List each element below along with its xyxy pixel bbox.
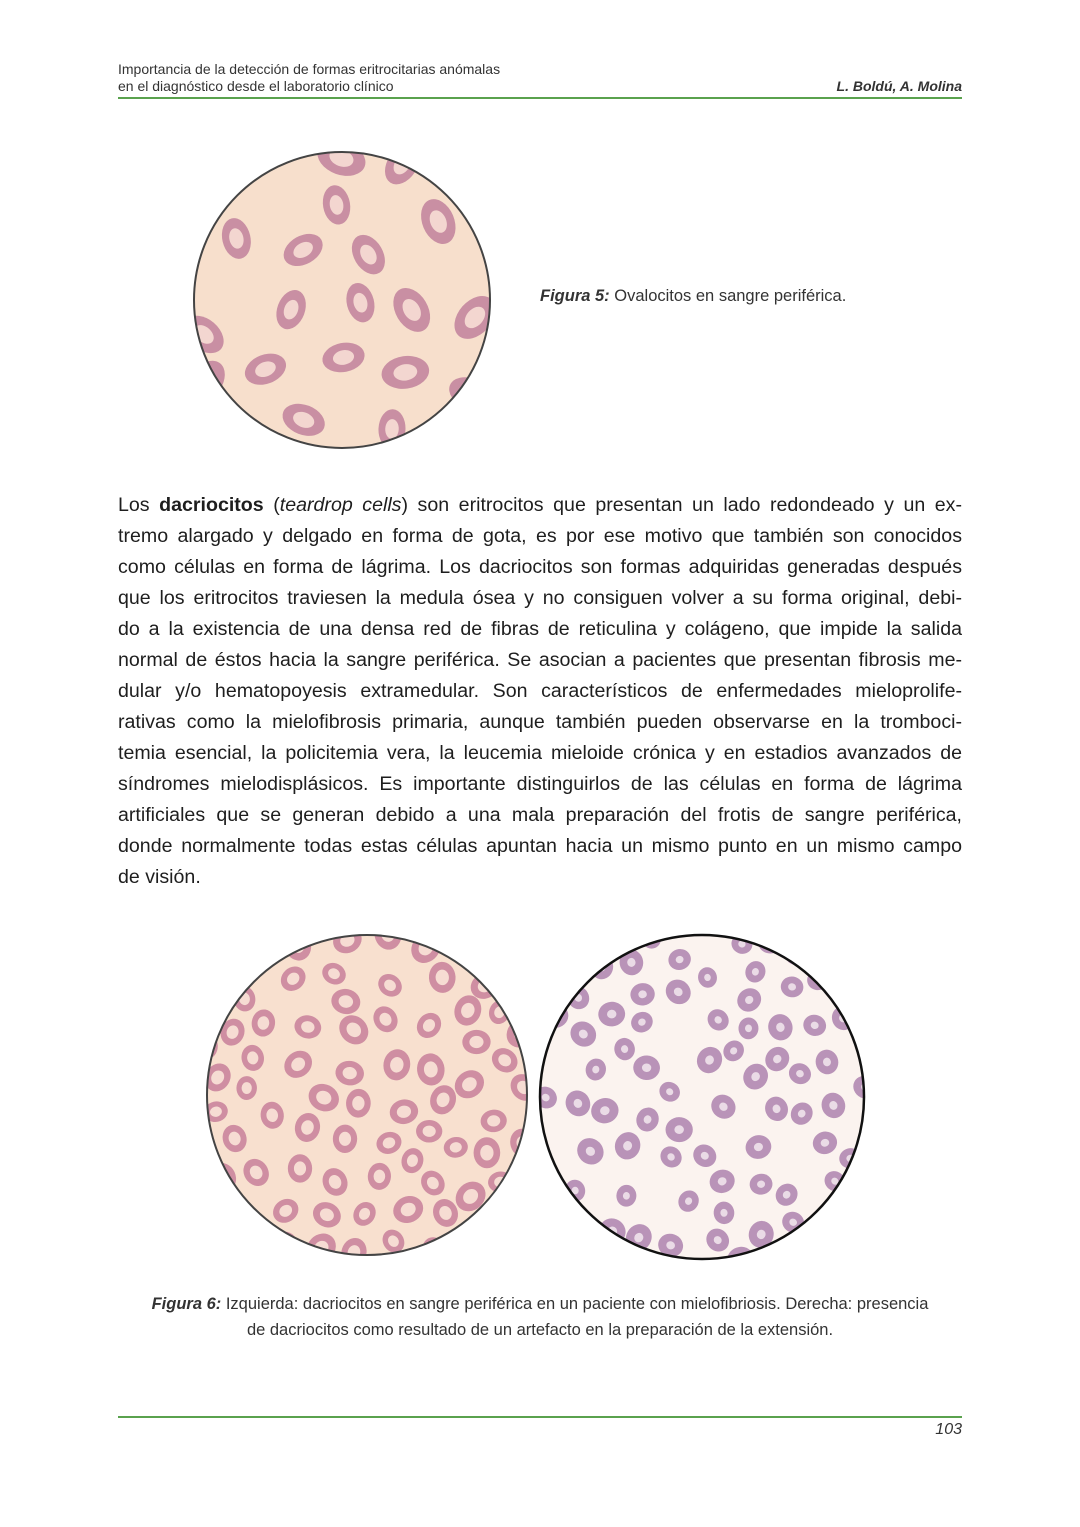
- paragraph-line: normal de éstos hacia la sangre periférica. Se asocian a pacientes que presentan fibrosis me-: [118, 649, 962, 671]
- cell-pallor: [456, 152, 478, 177]
- cell-pallor: [205, 1039, 212, 1053]
- figure6-caption: [118, 1291, 962, 1343]
- red-blood-cell: [846, 1180, 866, 1209]
- red-blood-cell: [497, 1207, 529, 1244]
- cell-pallor: [546, 1243, 556, 1252]
- paragraph-line: dular y/o hematopoyesis extramedular. Son característicos de enfermedades mieloprolife-: [118, 680, 962, 702]
- red-blood-cell: [563, 933, 597, 962]
- cell-pallor: [190, 416, 202, 440]
- red-blood-cell: [790, 1226, 826, 1261]
- red-blood-cell: [466, 413, 494, 452]
- cell-pallor: [481, 198, 494, 224]
- red-blood-cell: [205, 969, 236, 1009]
- cell-pallor: [574, 940, 586, 951]
- red-blood-cell: [489, 1238, 524, 1257]
- paragraph-line: rativas como la mielofibrosis primaria, aunque también pueden observarse en la tromboci-: [118, 711, 962, 733]
- red-blood-cell: [843, 1219, 866, 1249]
- cell-pallor: [766, 938, 775, 946]
- figure6-right-image: [538, 933, 866, 1261]
- cell-pallor: [479, 425, 494, 450]
- red-blood-cell: [205, 1191, 221, 1223]
- red-blood-cell: [840, 933, 866, 953]
- cell-pallor: [574, 1221, 583, 1230]
- text: (: [263, 494, 280, 516]
- figure6-label: Figura 6:: [151, 1295, 222, 1313]
- red-blood-cell: [469, 185, 494, 237]
- cell-pallor: [519, 938, 529, 953]
- red-blood-cell: [538, 1200, 559, 1230]
- red-blood-cell: [615, 933, 637, 946]
- paragraph-line: donde normalmente todas estas células apuntan hacia un mismo punto en un mismo campo: [118, 835, 962, 857]
- red-blood-cell: [538, 974, 550, 995]
- figure6-caption-line2: de dacriocitos como resultado de un artefacto en la preparación de la extensión.: [246, 1321, 834, 1339]
- header-title-line2: en el diagnóstico desde el laboratorio clínico: [118, 78, 394, 94]
- red-blood-cell: [538, 1235, 564, 1260]
- paragraph-line: temia esencial, la policitemia vera, la leucemia mieloide crónica y en estadios avanzados de: [118, 742, 962, 764]
- cell-pallor: [229, 1197, 246, 1214]
- cell-pallor: [853, 1229, 864, 1240]
- red-blood-cell: [506, 968, 529, 998]
- red-blood-cell: [471, 933, 508, 968]
- red-blood-cell: [229, 947, 261, 976]
- cell-pallor: [190, 148, 200, 161]
- cell-pallor: [452, 933, 470, 944]
- cell-pallor: [426, 1242, 442, 1257]
- cell-pallor: [473, 1215, 491, 1234]
- red-blood-cell: [205, 1224, 230, 1251]
- cell-pallor: [550, 1011, 560, 1020]
- cell-pallor: [855, 1189, 865, 1199]
- text: ) son eritrocitos que presentan un lado redondeado y un ex-: [401, 494, 963, 516]
- red-blood-cell: [205, 933, 227, 967]
- cell-pallor: [242, 1237, 261, 1254]
- red-blood-cell: [578, 1238, 603, 1261]
- header-title-line1: Importancia de la detección de formas eritrocitarias anómalas: [118, 61, 501, 77]
- cell-pallor: [260, 933, 276, 950]
- cell-pallor: [227, 165, 247, 179]
- cell-pallor: [205, 936, 217, 957]
- cell-pallor: [206, 979, 226, 999]
- figure6-left-image: [205, 933, 529, 1257]
- cell-pallor: [480, 940, 498, 958]
- header-rule: [118, 97, 962, 99]
- figure5-caption-text: Ovalocitos en sangre periférica.: [609, 287, 847, 305]
- figure6-caption-line1: Izquierda: dacriocitos en sangre periférica en un paciente con mielofibriosis. Derecha: presencia: [221, 1295, 929, 1313]
- cell-pallor: [205, 1199, 214, 1215]
- body-paragraph: [118, 490, 962, 893]
- cell-pallor: [459, 1244, 475, 1257]
- cell-pallor: [237, 955, 253, 969]
- paragraph-line: tremo alargado y delgado en forma de gota, es por ese motivo que también son conocidos: [118, 525, 962, 547]
- red-blood-cell: [819, 945, 852, 976]
- footer-rule: [118, 1416, 962, 1418]
- cell-pallor: [507, 1217, 526, 1235]
- paragraph-line: como células en forma de lágrima. Los dacriocitos son formas adquiridas generadas después: [118, 556, 962, 578]
- red-blood-cell: [445, 148, 488, 190]
- cell-pallor: [850, 933, 861, 943]
- cell-pallor: [538, 981, 543, 988]
- red-blood-cell: [233, 1228, 270, 1257]
- paragraph-line: artificiales que se generan debido a una mala preparación del frotis de sangre periférica,: [118, 804, 962, 826]
- cell-pallor: [539, 1210, 549, 1221]
- red-blood-cell: [190, 404, 213, 452]
- red-blood-cell: [511, 933, 529, 960]
- red-blood-cell: [566, 1213, 592, 1240]
- cell-pallor: [829, 955, 840, 966]
- cell-pallor: [274, 1236, 292, 1252]
- cell-pallor: [480, 1145, 493, 1161]
- figure5-label: Figura 5:: [540, 287, 610, 305]
- running-header: [118, 61, 962, 95]
- cell-pallor: [586, 1246, 595, 1255]
- figure5-ovalocytes-image: [190, 148, 494, 452]
- cell-pallor: [513, 975, 526, 990]
- cell-pallor: [237, 430, 257, 452]
- red-blood-cell: [252, 933, 285, 959]
- term-dacriocitos: dacriocitos: [159, 494, 264, 516]
- paragraph-line: [118, 490, 962, 521]
- cell-pallor: [801, 1238, 814, 1251]
- red-blood-cell: [443, 933, 479, 953]
- cell-pallor: [538, 1156, 546, 1166]
- red-blood-cell: [216, 158, 257, 186]
- cell-pallor: [498, 1247, 515, 1257]
- red-blood-cell: [839, 970, 862, 994]
- term-teardrop-cells: teardrop cells: [279, 494, 402, 516]
- cell-pallor: [208, 1231, 223, 1245]
- red-blood-cell: [450, 1236, 483, 1257]
- paragraph-line: que los eritrocitos traviesen la medula ósea y no consiguen volver a su forma original, debi-: [118, 587, 962, 609]
- cell-pallor: [622, 933, 630, 938]
- cell-pallor: [790, 950, 800, 960]
- cell-pallor: [846, 978, 854, 986]
- text: Los: [118, 494, 160, 516]
- paragraph-line: síndromes mielodisplásicos. Es importante distinguirlos de las células en forma de lágrima: [118, 773, 962, 795]
- figure5-caption: [540, 287, 846, 306]
- page-number: 103: [935, 1421, 962, 1438]
- red-blood-cell: [190, 148, 209, 172]
- paragraph-line: do a la existencia de una densa red de fibras de reticulina y colágeno, que impide la salida: [118, 618, 962, 640]
- paragraph-line: de visión.: [118, 866, 201, 888]
- header-authors: L. Boldú, A. Molina: [836, 78, 962, 94]
